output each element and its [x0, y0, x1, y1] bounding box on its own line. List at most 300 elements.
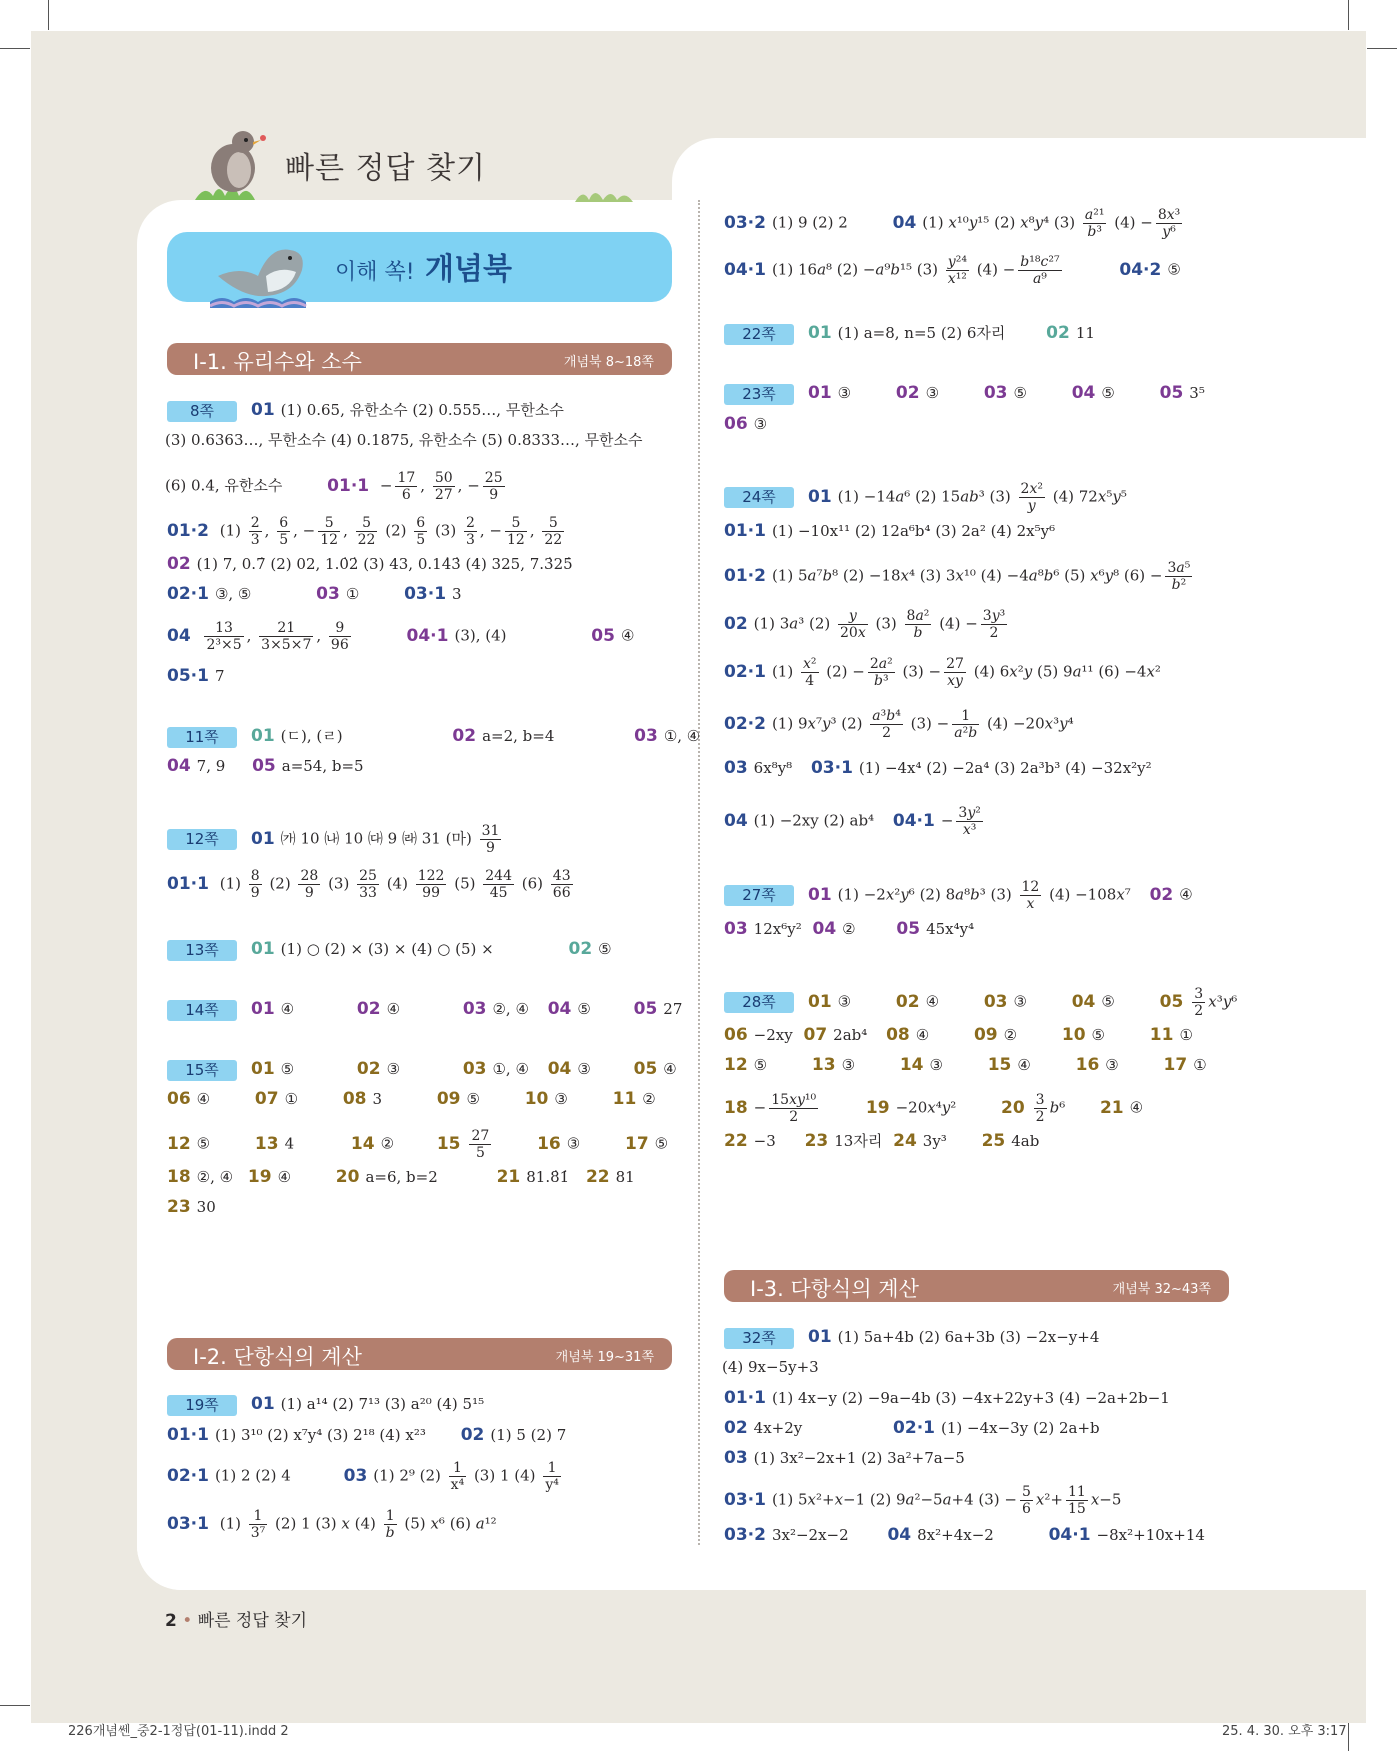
answer-text: ⑤ — [577, 1000, 591, 1018]
page-badge: 13쪽 — [167, 940, 237, 961]
answer-text: ㈎ 10 ㈏ 10 ㈐ 9 ㈑ 31 — [280, 829, 441, 848]
answer-text: ④ — [280, 1000, 295, 1018]
answer-line: 03·2 (1) 9 (2) 2 04 (1) x¹⁰y¹⁵ (2) x⁸y⁴ (3) $\frac{\text{a²¹}}{\text{b³}}$ (4) − $\frac{\text{8x³}}{\text{y⁶}}$ — [724, 207, 1181, 240]
problem-number: 03·2 — [724, 212, 766, 233]
problem-number: 04·2 — [1119, 259, 1162, 280]
answer-line — [167, 1166, 635, 1188]
problem-number: 01 — [251, 400, 275, 420]
problem-number: 01 — [808, 486, 832, 507]
problem-number: 11 — [612, 1089, 637, 1109]
problem-number: 05 — [896, 919, 921, 939]
problem-number: 02 — [452, 726, 477, 746]
problem-number: 03 — [634, 726, 658, 746]
answer-text: (3) 0.6363…, 무한소수 (4) 0.1875, 유한소수 (5) 0.8333…, 무한소수 — [165, 431, 643, 449]
answer-text: 4ab — [1011, 1132, 1040, 1150]
answer-line — [167, 1058, 677, 1081]
answer-text: 3x²−2x−2 — [771, 1526, 849, 1544]
problem-number: 05 — [591, 625, 615, 646]
answer-text: ⑤ — [1091, 1026, 1105, 1044]
answer-text: 3y³ — [922, 1132, 947, 1150]
problem-number: 01 — [808, 1327, 832, 1347]
answer-line: 12 ⑤ 13 4 14 ② 15 $\frac{27}{5}$ 16 ③ 17 ⑤ — [167, 1128, 669, 1161]
crop-mark — [1348, 1720, 1349, 1751]
page-badge: 14쪽 — [167, 1000, 237, 1021]
answer-line — [167, 755, 364, 777]
problem-number: 01 — [251, 939, 275, 959]
answer-text: a=54, b=5 — [281, 757, 364, 775]
problem-number: 13 — [254, 1133, 279, 1154]
problem-number: 18 — [167, 1167, 191, 1187]
problem-number: 10 — [524, 1089, 549, 1109]
problem-number: 04 — [1071, 991, 1096, 1012]
problem-number: 16 — [1075, 1055, 1100, 1075]
answer-text: ⑤ — [1101, 384, 1115, 402]
answer-text: ⑤ — [196, 1134, 211, 1153]
problem-number: 17 — [625, 1133, 649, 1154]
answer-text: ③ — [837, 992, 852, 1011]
answer-line — [724, 918, 974, 940]
answer-line: 03·1 (1) 5x²+x−1 (2) 9a²−5a+4 (3) − $\frac{5}{6}$ x²+ $\frac{11}{15}$ x−5 — [724, 1484, 1122, 1517]
answer-text: ⑤ — [1101, 992, 1115, 1011]
problem-number: 03 — [983, 383, 1008, 403]
answer-text: ③, ⑤ — [214, 585, 252, 603]
problem-number: 14 — [899, 1055, 924, 1075]
answer-text: −2xy — [753, 1026, 793, 1044]
problem-number: 04 — [167, 625, 191, 646]
answer-line: 03·1 (1) $\frac{1}{\text{3⁷}}$ (2) 1 (3) x (4) $\frac{1}{b}$ (5) x⁶ (6) a¹² — [167, 1508, 497, 1541]
problem-number: 05 — [1159, 383, 1184, 403]
page-badge: 23쪽 — [724, 384, 794, 405]
answer-text: ⑤ — [753, 1056, 768, 1074]
answer-text: ④ — [277, 1168, 292, 1186]
answer-line — [724, 1417, 1100, 1439]
page-number: 2 — [165, 1611, 177, 1631]
problem-number: 06 — [724, 1025, 748, 1045]
problem-number: 01 — [251, 999, 275, 1019]
answer-line: 18 − $\frac{\text{15xy¹⁰}}{2}$ 19 −20x⁴y² 20 $\frac{3}{2}$ b⁶ 21 ④ — [724, 1092, 1144, 1125]
answer-text: (1) 2⁹ — [373, 1466, 415, 1485]
problem-number: 16 — [537, 1133, 561, 1154]
answer-text: ④ — [915, 1026, 930, 1044]
answer-line: 02 (1) 3a³ (2) $\frac{y}{20x}$ (3) $\frac{\text{8a²}}{b}$ (4) − $\frac{\text{3y³}}{2}$ — [724, 608, 1006, 641]
answer-text: ①, ④ — [492, 1060, 529, 1078]
answer-text: (1) 7, 0.7̇ (2) 02, 1.0̇2̇ (3) 43, 0.14̇3̇ (4) 325, 7.3̇25̇ — [196, 555, 573, 573]
problem-number: 02 — [356, 999, 381, 1019]
answer-line — [724, 1326, 1099, 1349]
answer-line — [724, 413, 767, 435]
answer-text: (1) 5 (2) 7 — [490, 1426, 567, 1444]
answer-text: (1) a=8, n=5 (2) 6자리 — [837, 324, 1006, 342]
problem-number: 01·1 — [724, 1388, 766, 1408]
answer-text: 30 — [196, 1198, 216, 1216]
problem-number: 01 — [251, 726, 275, 746]
answer-line: 04·1 (1) 16a⁸ (2) −a⁹b¹⁵ (3) $\frac{\text{y²⁴}}{\text{x¹²}}$ (4) − $\frac{\text{b¹⁸c²⁷}}{\text{a⁹}}$ 04·2 ⑤ — [724, 254, 1181, 287]
answer-text: ② — [380, 1134, 395, 1153]
answer-line — [724, 1130, 1039, 1152]
answer-text: ② — [642, 1090, 656, 1108]
grass-icon — [575, 182, 635, 202]
answer-text: (1) −10x¹¹ (2) 12a⁶b⁴ (3) 2a² (4) 2x⁵y⁶ — [771, 522, 1056, 540]
page-badge: 24쪽 — [724, 487, 794, 508]
problem-number: 05 — [1159, 991, 1184, 1012]
problem-number: 20 — [1000, 1097, 1025, 1118]
answer-text: ① — [1193, 1056, 1207, 1074]
answer-line — [724, 757, 1152, 779]
problem-number: 01·1 — [167, 873, 209, 894]
problem-number: 02 — [1149, 884, 1174, 905]
print-file-name: 226개념쎈_중2-1정답(01-11).indd 2 — [68, 1724, 289, 1739]
problem-number: 01 — [808, 383, 832, 403]
problem-number: 06 — [167, 1089, 191, 1109]
answer-line: 01·2 (1) $\frac{2}{3}$ , $\frac{6}{5}$ , − $\frac{5}{12}$ , $\frac{5}{22}$ (2) $\frac{6}{5}$ (3) $\frac{2}{3}$ , − $\frac{5}{12}$ , $\frac{5}{22}$ — [167, 515, 563, 548]
answer-text: 11 — [1075, 324, 1095, 342]
answer-text: ④ — [386, 1000, 401, 1018]
answer-text: −3 — [753, 1132, 776, 1150]
problem-number: 02·1 — [893, 1418, 935, 1438]
page-footer: 2 • 빠른 정답 찾기 — [165, 1611, 308, 1631]
answer-text: (1) −4x−3y (2) 2a+b — [941, 1419, 1100, 1437]
crop-mark — [48, 0, 49, 30]
problem-number: 01·2 — [167, 520, 209, 541]
problem-number: 02·1 — [167, 1465, 209, 1486]
answer-text: ⑤ — [1013, 384, 1027, 402]
answer-line — [167, 1393, 484, 1416]
problem-number: 15 — [987, 1055, 1012, 1075]
answer-text: (1) −4x⁴ (2) −2a⁴ (3) 2a³b³ (4) −32x²y² — [858, 759, 1152, 777]
answer-line — [724, 322, 1095, 345]
answer-line: 12쪽 01 ㈎ 10 ㈏ 10 ㈐ 9 ㈑ 31 (마) $\frac{31}{9}$ — [167, 823, 504, 856]
problem-number: 01 — [808, 991, 832, 1012]
answer-line — [724, 1024, 1193, 1046]
page-badge: 19쪽 — [167, 1395, 237, 1416]
page-badge: 27쪽 — [724, 885, 794, 906]
answer-line: 01·2 (1) 5a⁷b⁸ (2) −18x⁴ (3) 3x¹⁰ (4) −4a⁸b⁶ (5) x⁶y⁸ (6) − $\frac{\text{3a⁵}}{\text{b²}}$ — [724, 560, 1191, 593]
answer-line: 04 $\frac{13}{\text{2³×5}}$ , $\frac{21}{3\times 5\times 7}$ , $\frac{9}{96}$ 04·1 (3), (4) 05 ④ — [167, 620, 635, 653]
problem-number: 04 — [724, 810, 748, 831]
problem-number: 04 — [547, 1059, 572, 1079]
answer-text: (ㄷ), (ㄹ) — [280, 727, 343, 745]
crop-mark — [0, 48, 30, 49]
answer-line — [724, 382, 1205, 405]
problem-number: 21 — [496, 1167, 521, 1187]
answer-text: 81 — [615, 1168, 635, 1186]
answer-text: (3), (4) — [454, 626, 507, 645]
footer-title: 빠른 정답 찾기 — [197, 1611, 308, 1631]
problem-number: 03·1 — [167, 1513, 209, 1534]
answer-text: 7, 9 — [196, 757, 226, 775]
banner-title: 개념북 — [425, 252, 512, 287]
answer-text: 4 — [284, 1134, 295, 1153]
answer-line — [724, 1387, 1170, 1409]
problem-number: 04 — [547, 999, 572, 1019]
answer-text: ③ — [554, 1090, 568, 1108]
answer-text: (1) 9 (2) 2 — [771, 213, 848, 232]
problem-number: 02 — [724, 1418, 748, 1438]
problem-number: 01 — [808, 884, 832, 905]
answer-line — [167, 725, 700, 748]
problem-number: 03 — [462, 999, 487, 1019]
problem-number: 01·1 — [327, 475, 370, 496]
answer-line: 28쪽 01 ③ 02 ④ 03 ③ 04 ⑤ 05 $\frac{3}{2}$ x³y⁶ — [724, 986, 1237, 1019]
page-badge: 22쪽 — [724, 324, 794, 345]
problem-number: 03 — [983, 991, 1008, 1012]
answer-line — [167, 998, 682, 1021]
problem-number: 07 — [803, 1025, 828, 1045]
problem-number: 04 — [1071, 383, 1096, 403]
answer-line — [724, 1447, 965, 1469]
section-page-range: 개념북 8~18쪽 — [563, 355, 654, 370]
problem-number: 24 — [893, 1131, 917, 1151]
seal-icon — [210, 236, 330, 308]
answer-text: ⑤ — [1167, 260, 1181, 279]
problem-number: 09 — [436, 1089, 461, 1109]
answer-text: 2ab⁴ — [833, 1026, 868, 1044]
answer-text: ① — [1179, 1026, 1193, 1044]
section-title: Ⅰ-2. 단항식의 계산 — [193, 1345, 362, 1369]
problem-number: 23 — [804, 1131, 829, 1151]
answer-text: ⑤ — [280, 1060, 295, 1078]
answer-text: 13자리 — [834, 1132, 883, 1150]
problem-number: 12 — [167, 1133, 191, 1154]
answer-line: 02·1 (1) 2 (2) 4 03 (1) 2⁹ (2) $\frac{1}{\text{x⁴}}$ (3) 1 (4) $\frac{1}{\text{y⁴}}$ — [167, 1460, 559, 1493]
problem-number: 01 — [251, 828, 275, 849]
problem-number: 02 — [568, 939, 593, 959]
problem-number: 07 — [254, 1089, 279, 1109]
answer-text: ④ — [925, 992, 940, 1011]
answer-text: (6) 0.4, 유한소수 — [165, 476, 283, 495]
answer-text: 27 — [663, 1000, 683, 1018]
answer-line — [167, 1088, 656, 1110]
problem-number: 03 — [316, 584, 340, 604]
bird-icon — [195, 126, 275, 202]
answer-text: (1) a¹⁴ (2) 7¹³ (3) a²⁰ (4) 5¹⁵ — [280, 1395, 485, 1413]
answer-line: (6) 0.4, 유한소수 01·1 − $\frac{17}{6}$ , $\frac{50}{27}$ , − $\frac{25}{9}$ — [165, 470, 503, 503]
answer-text: ②, ④ — [196, 1168, 234, 1186]
crop-mark — [1348, 0, 1349, 30]
answer-line: 01·1 (1) $\frac{8}{9}$ (2) $\frac{28}{9}$ (3) $\frac{25}{33}$ (4) $\frac{122}{99}$ (5) $\frac{244}{45}$ (6) $\frac{43}{66}$ — [167, 868, 571, 901]
answer-line — [167, 1196, 216, 1218]
answer-text: a=2, b=4 — [482, 727, 555, 745]
answer-line — [724, 1054, 1207, 1076]
answer-text: ③ — [566, 1134, 581, 1153]
problem-number: 14 — [350, 1133, 375, 1154]
problem-number: 05 — [633, 1059, 658, 1079]
problem-number: 19 — [865, 1097, 890, 1118]
page-badge: 32쪽 — [724, 1328, 794, 1349]
answer-line — [167, 399, 564, 422]
answer-text: (1) 3¹⁰ (2) x⁷y⁴ (3) 2¹⁸ (4) x²³ — [214, 1426, 426, 1444]
problem-number: 21 — [1099, 1097, 1124, 1118]
problem-number: 04 — [812, 919, 837, 939]
problem-number: 02 — [167, 554, 191, 574]
problem-number: 02 — [724, 613, 748, 634]
answer-text: 3 — [372, 1090, 383, 1108]
answer-text: (1) 2 (2) 4 — [214, 1466, 291, 1485]
answer-line — [165, 429, 643, 451]
section-title: Ⅰ-1. 유리수와 소수 — [193, 350, 362, 374]
problem-number: 15 — [436, 1133, 461, 1154]
problem-number: 20 — [335, 1167, 360, 1187]
answer-line — [167, 665, 225, 687]
problem-number: 04·1 — [1048, 1525, 1091, 1545]
problem-number: 03·2 — [724, 1525, 766, 1545]
answer-line — [167, 553, 573, 575]
answer-text: ⑤ — [466, 1090, 480, 1108]
print-date: 25. 4. 30. 오후 3:17 — [1222, 1724, 1347, 1739]
answer-text: ③ — [1013, 992, 1027, 1011]
answer-text: ④ — [1129, 1098, 1144, 1117]
problem-number: 01·2 — [724, 565, 766, 586]
answer-text: (4) 9x−5y+3 — [722, 1358, 819, 1376]
problem-number: 02 — [895, 991, 920, 1012]
problem-number: 19 — [247, 1167, 272, 1187]
problem-number: 04·1 — [892, 810, 935, 831]
problem-number: 01 — [808, 323, 832, 343]
answer-line — [722, 1356, 819, 1378]
answer-line — [167, 938, 612, 961]
section-header-1-1 — [167, 343, 672, 375]
page-badge: 11쪽 — [167, 727, 237, 748]
answer-text: −8x²+10x+14 — [1096, 1526, 1205, 1544]
problem-number: 02·1 — [167, 584, 209, 604]
answer-text: ⑤ — [654, 1134, 669, 1153]
answer-line: 02·2 (1) 9x⁷y³ (2) $\frac{\text{a³b⁴}}{2}$ (3) − $\frac{1}{\text{a²b}}$ (4) −20x³y⁴ — [724, 708, 1074, 741]
problem-number: 04·1 — [406, 625, 449, 646]
answer-text: 6x⁸y⁸ — [753, 759, 793, 777]
problem-number: 11 — [1149, 1025, 1174, 1045]
page-badge: 15쪽 — [167, 1060, 237, 1081]
problem-number: 08 — [342, 1089, 367, 1109]
problem-number: 02 — [356, 1059, 381, 1079]
problem-number: 03·1 — [404, 584, 447, 604]
answer-text: (1) −2xy (2) ab⁴ — [753, 811, 875, 830]
answer-text: (1) 4x−y (2) −9a−4b (3) −4x+22y+3 (4) −2a+2b−1 — [771, 1389, 1170, 1407]
answer-text: 45x⁴y⁴ — [926, 920, 975, 938]
answer-text: ④ — [620, 626, 635, 645]
problem-number: 04·1 — [724, 259, 766, 280]
problem-number: 08 — [886, 1025, 910, 1045]
problem-number: 12 — [724, 1055, 748, 1075]
problem-number: 09 — [973, 1025, 998, 1045]
answer-line: 27쪽 01 (1) −2x²y⁶ (2) 8a⁸b³ (3) $\frac{12}{x}$ (4) −108x⁷ 02 ④ — [724, 879, 1193, 912]
page-badge: 12쪽 — [167, 829, 237, 850]
answer-text: ④ — [663, 1060, 677, 1078]
problem-number: 04 — [887, 1525, 912, 1545]
answer-text: ③ — [837, 384, 852, 402]
answer-text: 3 — [452, 585, 462, 603]
answer-line: 24쪽 01 (1) −14a⁶ (2) 15ab³ (3) $\frac{\text{2x²}}{y}$ (4) 72x⁵y⁵ — [724, 481, 1127, 514]
crop-mark — [1367, 48, 1397, 49]
answer-text: ① — [284, 1090, 299, 1108]
answer-text: ③ — [386, 1060, 401, 1078]
answer-text: ③ — [925, 384, 940, 402]
problem-number: 02 — [460, 1425, 485, 1445]
answer-text: 81.8̇1̇ — [526, 1168, 570, 1186]
problem-number: 04 — [167, 756, 191, 776]
page-badge: 28쪽 — [724, 992, 794, 1013]
problem-number: 01 — [251, 1059, 275, 1079]
answer-text: ① — [345, 585, 360, 603]
problem-number: 23 — [167, 1197, 191, 1217]
problem-number: 03·1 — [724, 1489, 766, 1510]
problem-number: 17 — [1163, 1055, 1188, 1075]
section-page-range: 개념북 32~43쪽 — [1112, 1282, 1211, 1297]
problem-number: 03 — [462, 1059, 487, 1079]
problem-number: 03 — [724, 758, 748, 778]
answer-line — [724, 1524, 1205, 1546]
answer-line — [167, 1424, 566, 1446]
answer-line: 04 (1) −2xy (2) ab⁴ 04·1 − $\frac{\text{3y²}}{\text{x³}}$ — [724, 805, 981, 838]
answer-text: ② — [842, 920, 856, 938]
problem-number: 01·1 — [167, 1425, 209, 1445]
answer-text: ①, ④ — [663, 727, 701, 745]
answer-line — [724, 520, 1055, 542]
section-header-1-2 — [167, 1338, 672, 1370]
answer-text: (1) 5a+4b (2) 6a+3b (3) −2x−y+4 — [837, 1328, 1100, 1346]
answer-text: ③ — [753, 415, 768, 433]
problem-number: 13 — [811, 1055, 836, 1075]
answer-text: 8x²+4x−2 — [917, 1526, 994, 1544]
problem-number: 18 — [724, 1097, 748, 1118]
page-badge: 8쪽 — [167, 401, 237, 422]
answer-line — [167, 583, 462, 605]
answer-text: (1) ○ (2) × (3) × (4) ○ (5) × — [280, 940, 494, 958]
answer-line: 02·1 (1) $\frac{\text{x²}}{4}$ (2) − $\frac{\text{2a²}}{\text{b³}}$ (3) − $\frac{27}{xy}$ (4) 6x²y (5) 9a¹¹ (6) −4x² — [724, 656, 1161, 689]
problem-number: 25 — [981, 1131, 1006, 1151]
problem-number: 22 — [724, 1131, 748, 1151]
answer-text: ③ — [577, 1060, 591, 1078]
answer-text: 12x⁶y² — [753, 920, 802, 938]
section-page-range: 개념북 19~31쪽 — [555, 1350, 654, 1365]
problem-number: 01·1 — [724, 521, 766, 541]
problem-number: 03·1 — [810, 758, 853, 778]
answer-text: ④ — [1017, 1056, 1031, 1074]
problem-number: 02 — [895, 383, 920, 403]
crop-mark — [0, 1705, 30, 1706]
page-title: 빠른 정답 찾기 — [285, 151, 486, 186]
problem-number: 01 — [251, 1394, 275, 1414]
problem-number: 02·1 — [724, 661, 766, 682]
answer-text: ③ — [841, 1056, 856, 1074]
answer-text: 7 — [214, 667, 225, 685]
answer-text: ⑤ — [598, 940, 612, 958]
answer-text: ④ — [196, 1090, 211, 1108]
problem-number: 03 — [724, 919, 748, 939]
answer-text: ②, ④ — [492, 1000, 529, 1018]
problem-number: 05 — [633, 999, 658, 1019]
problem-number: 03 — [724, 1448, 748, 1468]
answer-text: a=6, b=2 — [365, 1168, 438, 1186]
problem-number: 04 — [892, 212, 917, 233]
section-title: Ⅰ-3. 다항식의 계산 — [750, 1277, 919, 1301]
problem-number: 02 — [1046, 323, 1070, 343]
answer-text: ③ — [1105, 1056, 1119, 1074]
answer-text: ③ — [929, 1056, 943, 1074]
answer-text: (1) 0.65, 유한소수 (2) 0.555…, 무한소수 — [280, 401, 564, 419]
problem-number: 02·2 — [724, 713, 766, 734]
problem-number: 03 — [343, 1465, 368, 1486]
section-header-1-3 — [724, 1270, 1229, 1302]
problem-number: 10 — [1061, 1025, 1086, 1045]
problem-number: 05 — [252, 756, 276, 776]
column-divider — [698, 200, 700, 1545]
answer-text: (1) 3x²−2x+1 (2) 3a²+7a−5 — [753, 1449, 965, 1467]
answer-text: ④ — [1179, 885, 1193, 904]
answer-text: 3⁵ — [1189, 384, 1205, 402]
problem-number: 05·1 — [167, 666, 209, 686]
problem-number: 22 — [585, 1167, 610, 1187]
answer-text: ② — [1003, 1026, 1018, 1044]
